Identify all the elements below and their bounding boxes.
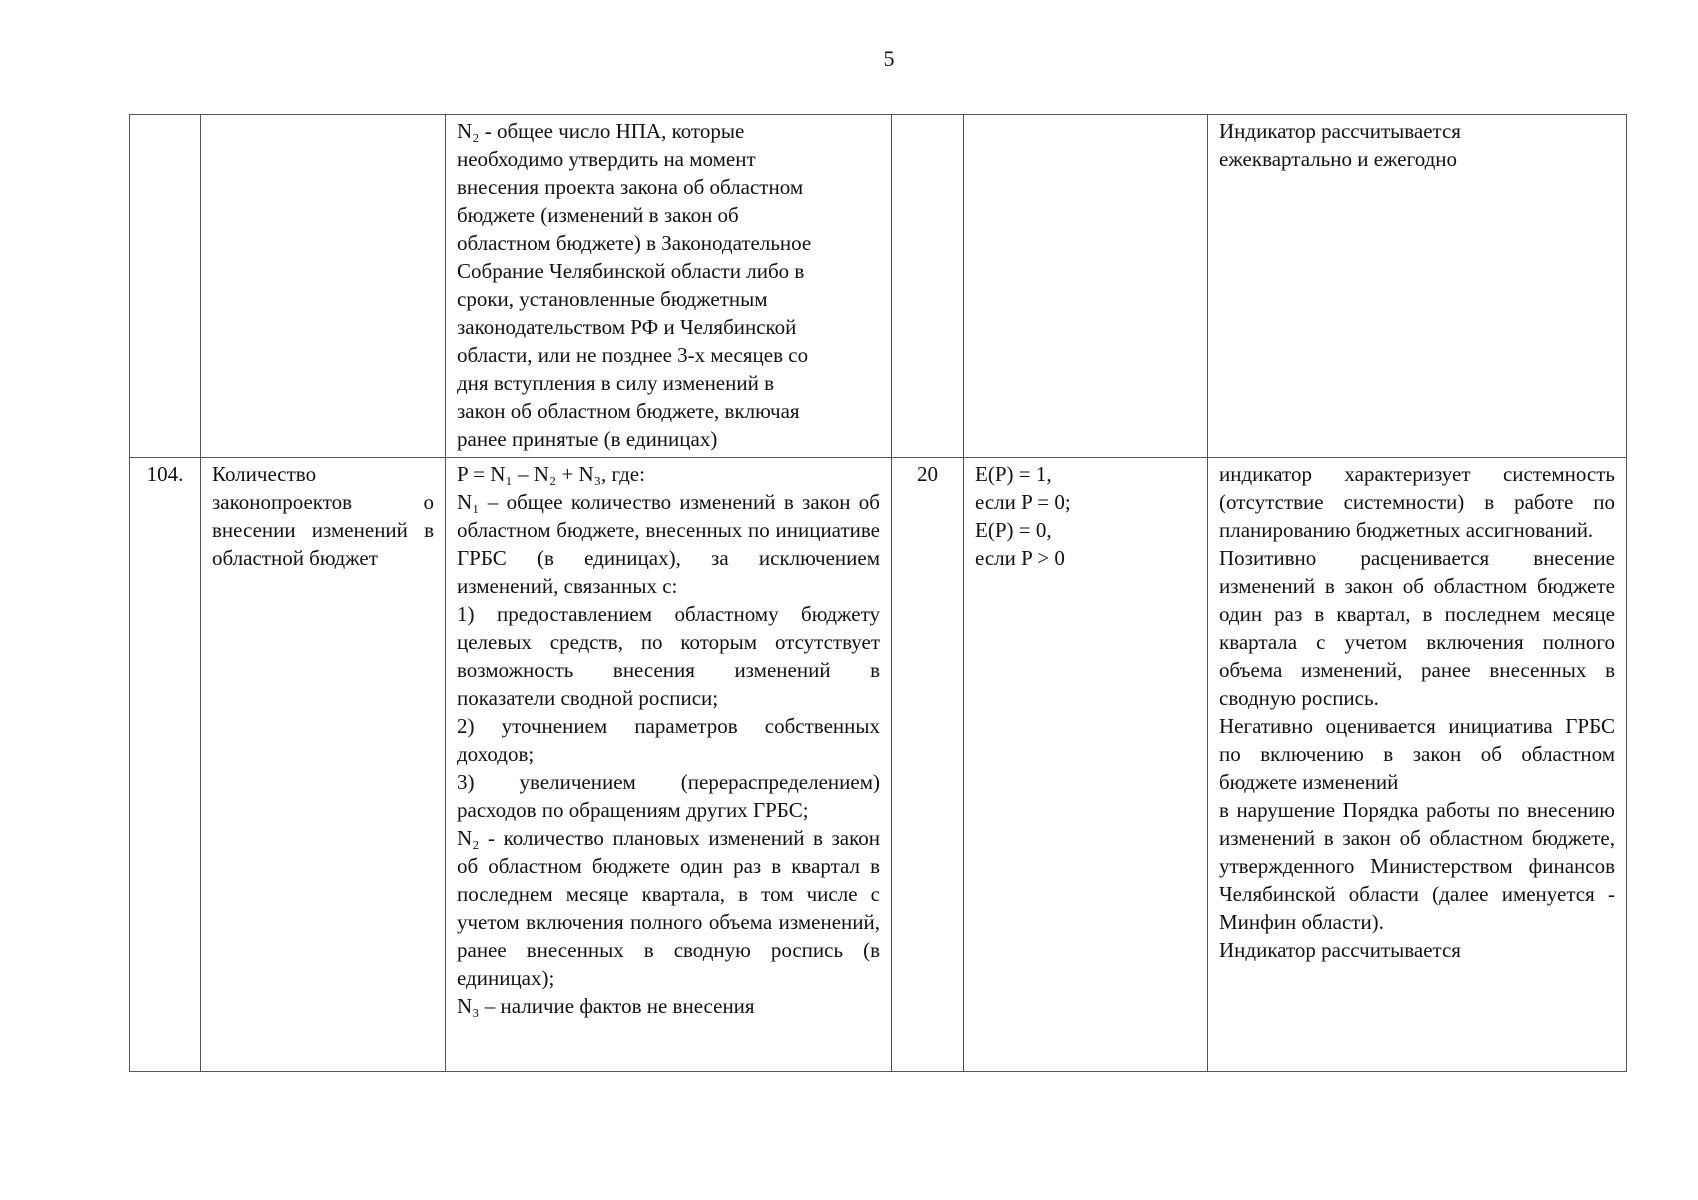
note-paragraph: индикатор характеризует системность (отсутствие системности) в работе по планированию бюджетных ассигнований.	[1219, 462, 1615, 542]
description-line: законодательством РФ и Челябинской	[457, 315, 797, 339]
page-number: 5	[883, 46, 895, 71]
cell-note	[1208, 458, 1627, 1072]
evaluation-line: если P = 0;	[975, 490, 1071, 514]
description-line: N₂ - общее число НПА, которые	[457, 119, 745, 143]
indicator-table	[129, 114, 1627, 1072]
description-line: Собрание Челябинской области либо в	[457, 259, 805, 283]
description-line: ранее принятые (в единицах)	[457, 427, 718, 451]
description-line: внесения проекта закона об областном	[457, 175, 804, 199]
indicator-name: Количество законопроектов о внесении изменений в областной бюджет	[212, 462, 434, 570]
description-line: областном бюджете) в Законодательное	[457, 231, 812, 255]
cell-weight	[892, 458, 964, 1072]
description-line: дня вступления в силу изменений в	[457, 371, 775, 395]
description-line: закон об областном бюджете, включая	[457, 399, 800, 423]
cell-description-continued	[446, 115, 892, 458]
cell-description	[446, 458, 892, 1072]
formula: P = N₁ – N₂ + N₃, где:	[457, 462, 645, 486]
evaluation-line: E(P) = 1,	[975, 462, 1052, 486]
cell-name-empty	[201, 115, 446, 458]
note-paragraph: в нарушение Порядка работы по внесению изменений в закон об областном бюджете, утвержденного Министерством финансов Челябинской области (далее именуется - Минфин области).	[1219, 798, 1615, 934]
evaluation-line: E(P) = 0,	[975, 518, 1052, 542]
note-paragraph: Позитивно расценивается внесение изменений в закон об областном бюджете один раз в квартал, в последнем месяце квартала с учетом включения полного объема изменений, ранее внесенных в сводную роспись.	[1219, 546, 1615, 710]
description-paragraph: 3) увеличением (перераспределением) расходов по обращениям других ГРБС;	[457, 770, 880, 822]
note-paragraph: Негативно оценивается инициатива ГРБС по включению в закон об областном бюджете изменений	[1219, 714, 1615, 794]
description-paragraph: 1) предоставлением областному бюджету целевых средств, по которым отсутствует возможность внесения изменений в показатели сводной росписи;	[457, 602, 880, 710]
table-row-continued	[130, 115, 1627, 458]
weight-value: 20	[917, 462, 938, 486]
description-line: бюджете (изменений в закон об	[457, 203, 739, 227]
cell-weight-empty	[892, 115, 964, 458]
cell-number-empty	[130, 115, 201, 458]
note-text: Индикатор рассчитывается ежеквартально и ежегодно	[1219, 119, 1461, 171]
cell-evaluation	[964, 458, 1208, 1072]
description-paragraph: N₁ – общее количество изменений в закон об областном бюджете, внесенных по инициативе ГРБС (в единицах), за исключением изменений, связанных с:	[457, 490, 880, 598]
table-row-104	[130, 458, 1627, 1072]
description-paragraph: 2) уточнением параметров собственных доходов;	[457, 714, 880, 766]
description-line: области, или не позднее 3-х месяцев со	[457, 343, 809, 367]
evaluation-line: если P > 0	[975, 546, 1065, 570]
description-paragraph: N₃ – наличие фактов не внесения	[457, 994, 755, 1018]
cell-evaluation-empty	[964, 115, 1208, 458]
cell-name	[201, 458, 446, 1072]
description-line: сроки, установленные бюджетным	[457, 287, 768, 311]
description-paragraph: N₂ - количество плановых изменений в закон об областном бюджете один раз в квартал в последнем месяце квартала, в том числе с учетом включения полного объема изменений, ранее внесенных в сводную роспись (в единицах);	[457, 826, 880, 990]
description-line: необходимо утвердить на момент	[457, 147, 756, 171]
note-paragraph: Индикатор рассчитывается	[1219, 938, 1461, 962]
row-number: 104.	[146, 462, 184, 486]
cell-number	[130, 458, 201, 1072]
cell-note-continued	[1208, 115, 1627, 458]
